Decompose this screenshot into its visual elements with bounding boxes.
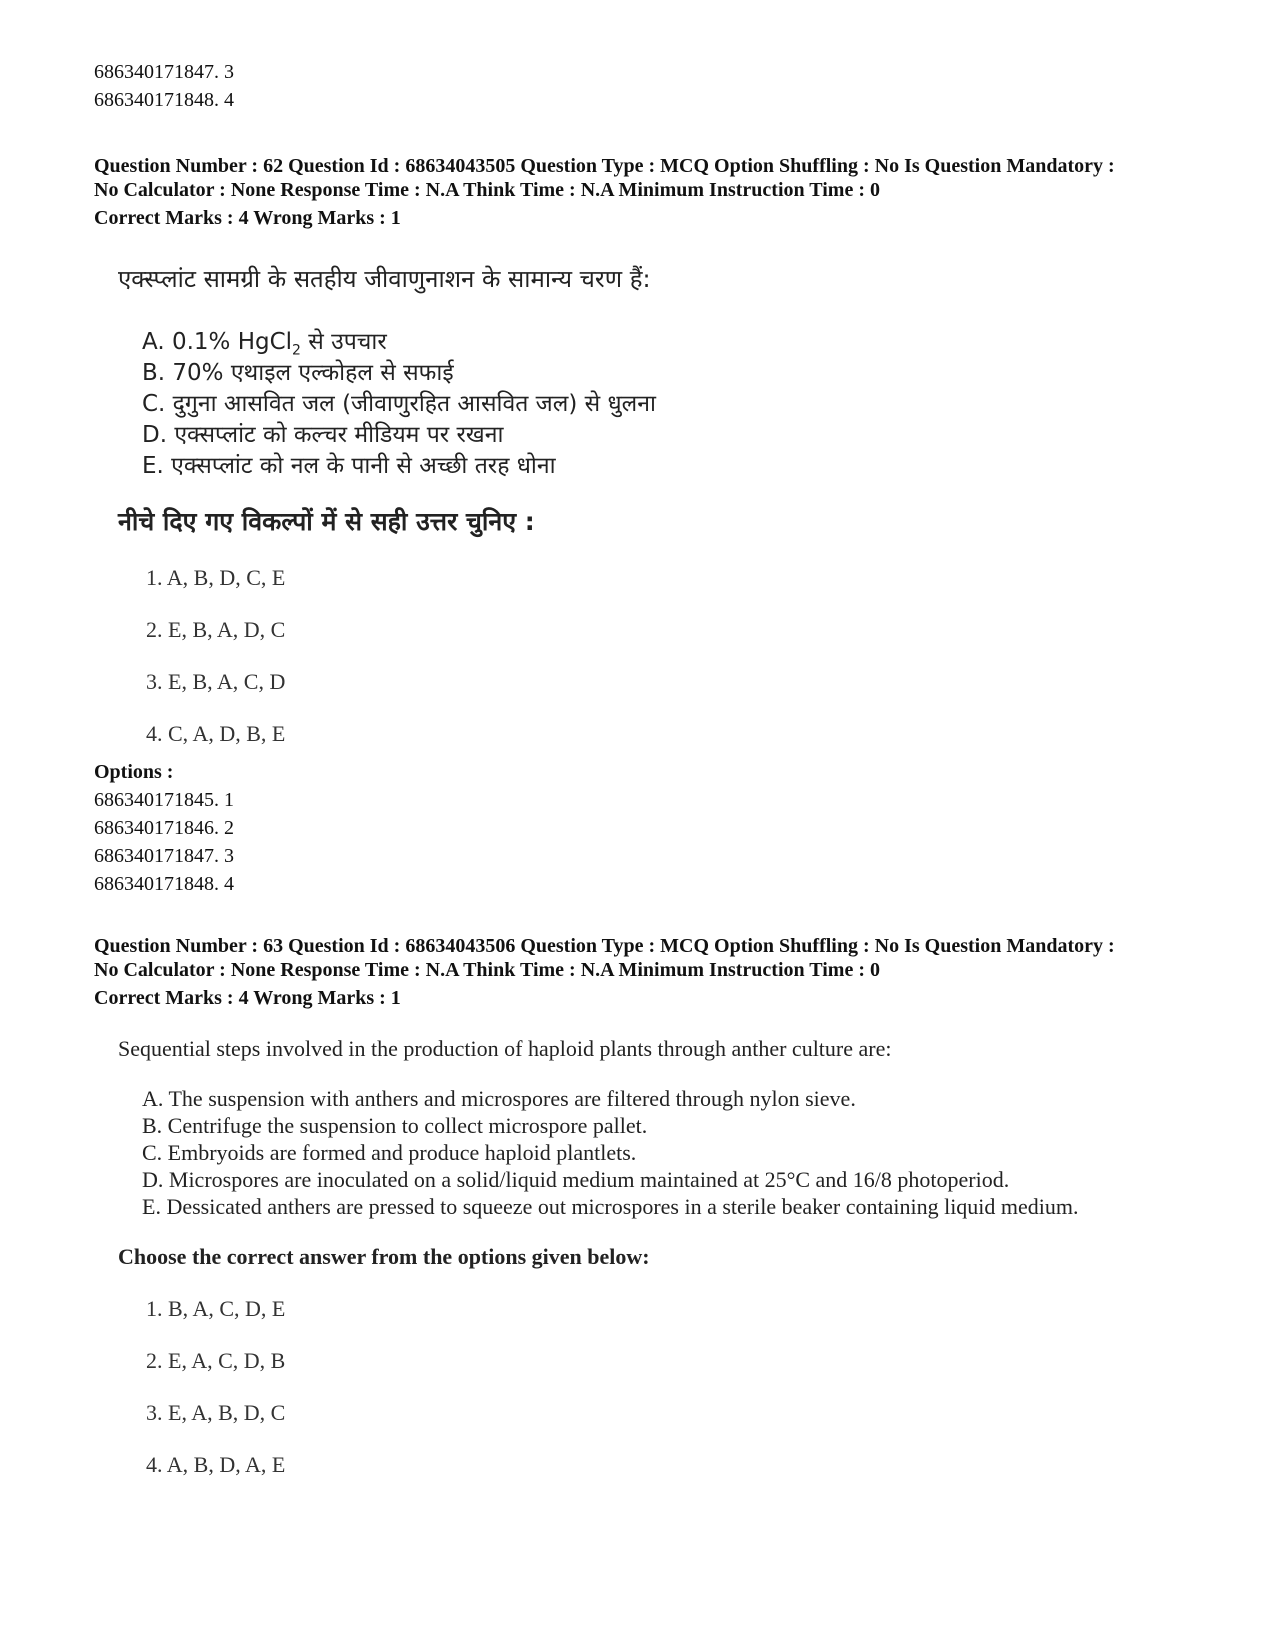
q63-statement-b: B. Centrifuge the suspension to collect microspore pallet. — [142, 1113, 648, 1138]
q62-statement-d: D. एक्सप्लांट को कल्चर मीडियम पर रखना — [142, 422, 504, 448]
q62-meta-line1: Question Number : 62 Question Id : 68634043505 Question Type : MCQ Option Shuffling : No Is Question Mandatory : — [94, 155, 1115, 177]
top-option-3: 686340171847. 3 — [94, 61, 234, 83]
top-option-4: 686340171848. 4 — [94, 89, 234, 111]
q62-choice-4: 4. C, A, D, B, E — [146, 721, 286, 746]
q63-meta-line1: Question Number : 63 Question Id : 68634043506 Question Type : MCQ Option Shuffling : No Is Question Mandatory : — [94, 935, 1115, 957]
q62-option-2: 686340171846. 2 — [94, 817, 234, 839]
q63-choice-2: 2. E, A, C, D, B — [146, 1348, 286, 1373]
q63-statement-e: E. Dessicated anthers are pressed to squeeze out microspores in a sterile beaker containing liquid medium. — [142, 1194, 1079, 1219]
q62-choice-2: 2. E, B, A, D, C — [146, 617, 286, 642]
q62-statement-a-prefix: A. 0.1% HgCl — [142, 329, 293, 355]
q63-meta-line2: No Calculator : None Response Time : N.A Think Time : N.A Minimum Instruction Time : 0 — [94, 959, 880, 981]
q63-statement-c: C. Embryoids are formed and produce haploid plantlets. — [142, 1140, 637, 1165]
q62-stem: एक्स्प्लांट सामग्री के सतहीय जीवाणुनाशन के सामान्य चरण हैं: — [118, 265, 651, 293]
q62-statement-b: B. 70% एथाइल एल्कोहल से सफाई — [142, 360, 454, 386]
q62-option-3: 686340171847. 3 — [94, 845, 234, 867]
q62-choose-instruction: नीचे दिए गए विकल्पों में से सही उत्तर चुनिए : — [118, 507, 535, 536]
q62-meta-line2: No Calculator : None Response Time : N.A Think Time : N.A Minimum Instruction Time : 0 — [94, 179, 880, 201]
q63-statement-d: D. Microspores are inoculated on a solid/liquid medium maintained at 25°C and 16/8 photoperiod. — [142, 1167, 1010, 1192]
q62-marks: Correct Marks : 4 Wrong Marks : 1 — [94, 207, 401, 229]
q62-statement-a — [142, 324, 387, 359]
q63-choose-instruction: Choose the correct answer from the options given below: — [118, 1244, 650, 1269]
q63-choice-3: 3. E, A, B, D, C — [146, 1400, 286, 1425]
q62-option-1: 686340171845. 1 — [94, 789, 234, 811]
q62-statement-a-suffix: से उपचार — [300, 329, 387, 355]
q62-statement-c: C. दुगुना आसवित जल (जीवाणुरहित आसवित जल) से धुलना — [142, 391, 656, 417]
q62-option-4: 686340171848. 4 — [94, 873, 234, 895]
q63-choice-1: 1. B, A, C, D, E — [146, 1296, 286, 1321]
q63-stem: Sequential steps involved in the production of haploid plants through anther culture are: — [118, 1036, 892, 1061]
q63-marks: Correct Marks : 4 Wrong Marks : 1 — [94, 987, 401, 1009]
q62-statement-a-sub: 2 — [292, 342, 301, 359]
q62-options-label: Options : — [94, 761, 174, 783]
q62-choice-1: 1. A, B, D, C, E — [146, 565, 286, 590]
q63-choice-4: 4. A, B, D, A, E — [146, 1452, 286, 1477]
q62-statement-e: E. एक्सप्लांट को नल के पानी से अच्छी तरह धोना — [142, 453, 556, 479]
q62-choice-3: 3. E, B, A, C, D — [146, 669, 286, 694]
q63-statement-a: A. The suspension with anthers and microspores are filtered through nylon sieve. — [142, 1086, 856, 1111]
